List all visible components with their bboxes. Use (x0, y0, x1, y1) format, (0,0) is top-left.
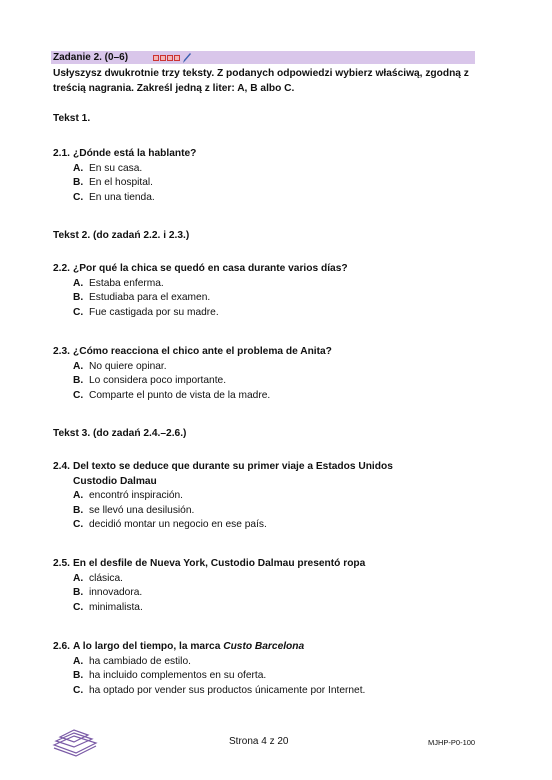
option-b[interactable]: B. Estudiaba para el examen. (73, 292, 211, 303)
page-number: Strona 4 z 20 (229, 736, 289, 747)
option-c[interactable]: C. Fue castigada por su madre. (73, 306, 219, 318)
question-2-3 (53, 345, 483, 403)
section-text-1: Tekst 1. (53, 113, 91, 124)
task-title: Zadanie 2. (0–6) (53, 52, 129, 63)
pen-icon (182, 52, 192, 64)
question-text: Del texto se deduce que durante su primer viaje a Estados Unidos Custodio Dalmau (73, 461, 393, 487)
option-c[interactable]: C. Comparte el punto de vista de la madre. (73, 389, 271, 401)
question-2-6 (53, 640, 483, 698)
score-box-icon (167, 55, 173, 61)
option-a[interactable]: A. encontró inspiración. (73, 490, 184, 501)
option-b[interactable]: B. Lo considera poco importante. (73, 375, 227, 386)
exam-code: MJHP-P0-100 (428, 738, 476, 747)
exam-logo-icon (52, 725, 98, 757)
question-number: 2.1. (53, 148, 70, 159)
question-text: ¿Por qué la chica se quedó en casa durante varios días? (73, 263, 348, 274)
question-2-2 (53, 262, 483, 320)
option-c[interactable]: C. minimalista. (73, 601, 143, 613)
score-box-icon (160, 55, 166, 61)
question-text: ¿Cómo reacciona el chico ante el problema de Anita? (73, 346, 332, 357)
task-instructions: Usłyszysz dwukrotnie trzy teksty. Z podanych odpowiedzi wybierz właściwą, zgodną z treścią nagrania. Zakreśl jedną z liter: A, B albo C. (53, 68, 469, 94)
question-2-4 (53, 460, 483, 533)
option-b[interactable]: B. se llevó una desilusión. (73, 504, 195, 516)
option-a[interactable]: A. clásica. (73, 572, 123, 584)
question-text: En el desfile de Nueva York, Custodio Dalmau presentó ropa (73, 558, 366, 569)
option-b[interactable]: B. innovadora. (73, 587, 143, 598)
question-number: 2.2. (53, 263, 70, 274)
section-text-2: Tekst 2. (do zadań 2.2. i 2.3.) (53, 230, 190, 241)
option-a[interactable]: A. No quiere opinar. (73, 360, 167, 372)
question-text: ¿Dónde está la hablante? (73, 148, 197, 159)
option-a[interactable]: A. ha cambiado de estilo. (73, 655, 191, 667)
score-box-icon (174, 55, 180, 61)
question-text: A lo largo del tiempo, la marca Custo Barcelona (73, 641, 305, 652)
question-2-5 (53, 557, 483, 615)
question-number: 2.5. (53, 558, 70, 569)
score-box-icon (153, 55, 159, 61)
option-c[interactable]: C. En una tienda. (73, 191, 155, 203)
option-c[interactable]: C. ha optado por vender sus productos únicamente por Internet. (73, 684, 366, 696)
question-2-1 (53, 147, 483, 205)
question-number: 2.4. (53, 461, 70, 472)
question-number: 2.6. (53, 641, 70, 652)
option-a[interactable]: A. En su casa. (73, 162, 143, 174)
option-b[interactable]: B. ha incluido complementos en su oferta. (73, 670, 267, 681)
section-text-3: Tekst 3. (do zadań 2.4.–2.6.) (53, 428, 187, 439)
option-b[interactable]: B. En el hospital. (73, 177, 153, 188)
score-boxes (153, 52, 192, 64)
option-c[interactable]: C. decidió montar un negocio en ese país. (73, 519, 267, 530)
option-a[interactable]: A. Estaba enferma. (73, 277, 164, 289)
question-number: 2.3. (53, 346, 70, 357)
